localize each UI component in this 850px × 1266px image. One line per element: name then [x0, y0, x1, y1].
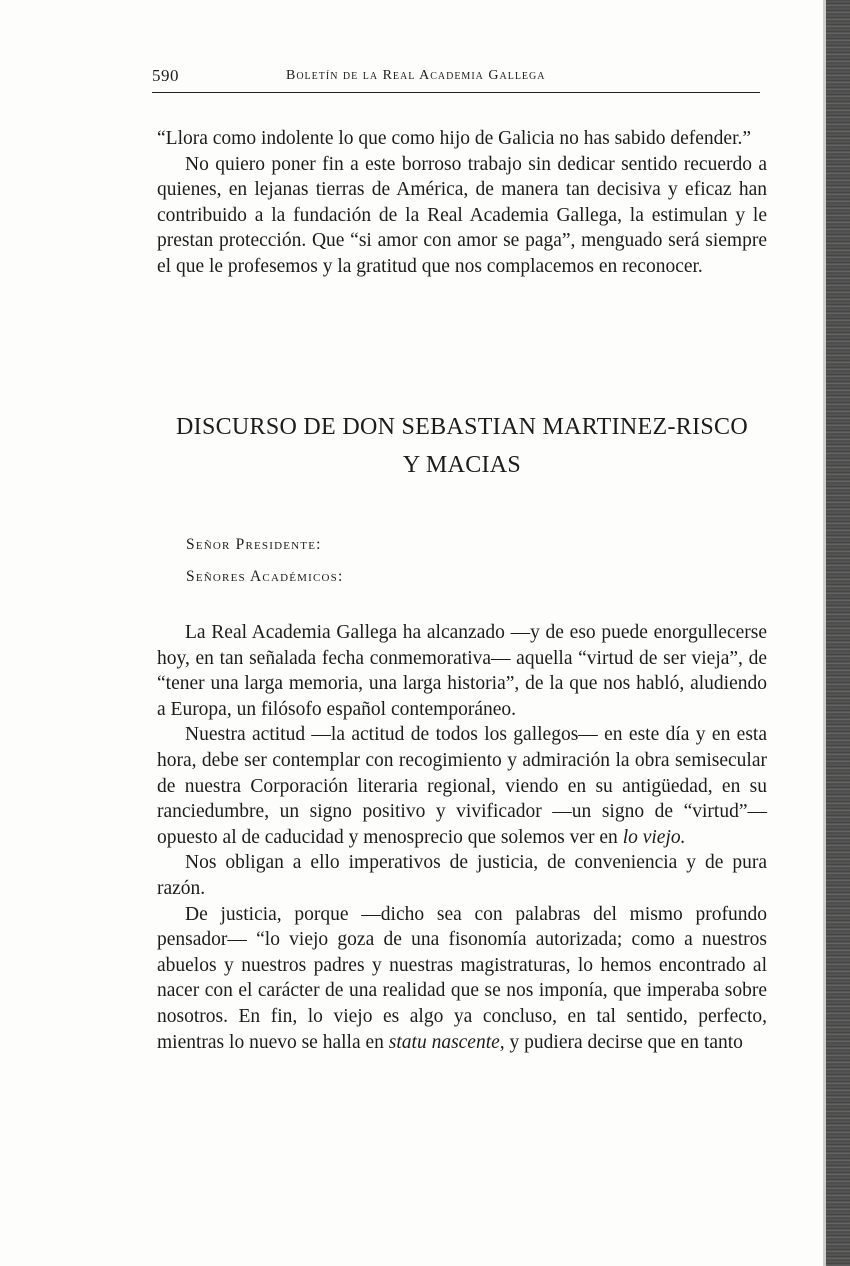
intro-text [157, 126, 767, 280]
speech-paragraph-4-text: De justicia, porque —dicho sea con palabras del mismo profundo pensador— “lo viejo goza de una fisonomía autorizada; como a nuestros abuelos y nuestros padres y nuestras magistraturas, lo hemos encontrado al nacer con el carácter de una realidad que se nos imponía, que imperaba sobre nosotros. En fin, lo viejo es algo ya concluso, en tal sentido, perfecto, mientras lo nuevo se halla en [157, 903, 767, 1053]
speech-title-line-1: DISCURSO DE DON SEBASTIAN MARTINEZ-RISCO [176, 414, 748, 440]
salutation-president: Señor Presidente: [186, 536, 322, 553]
page-number: 590 [152, 66, 179, 85]
speech-paragraph-3: Nos obligan a ello imperativos de justicia, de conveniencia y de pura razón. [157, 852, 767, 899]
speech-body [157, 620, 767, 1055]
speech-paragraph-4-tail: y pudiera decirse que en tanto [509, 1031, 743, 1053]
speech-paragraph-1: La Real Academia Gallega ha alcanzado —y de eso puede enorgullecerse hoy, en tan señalada fecha conmemorativa— aquella “virtud de ser vieja”, de “tener una larga memoria, una larga historia”, de la que nos habló, aludiendo a Europa, un filósofo español contemporáneo. [157, 622, 767, 720]
salutation-academicians: Señores Académicos: [186, 568, 344, 585]
speech-paragraph-4-italic: statu nascente, [388, 1031, 505, 1053]
running-title: Boletín de la Real Academia Gallega [286, 68, 546, 83]
speech-paragraph-2-text: Nuestra actitud —la actitud de todos los gallegos— en este día y en esta hora, debe ser contemplar con recogimiento y admiración la obra semisecular de nuestra Corporación literaria regional, viendo en su antigüedad, en su ranciedumbre, un signo positivo y vivificador —un signo de “virtud”— opuesto al de caducidad y menosprecio que solemos ver en [157, 724, 767, 848]
speech-paragraph-2 [157, 722, 767, 850]
speech-title-line-2: Y MACIAS [402, 452, 522, 478]
quote-paragraph: “Llora como indolente lo que como hijo de Galicia no has sabido defender.” [157, 128, 752, 149]
speech-paragraph-4 [157, 902, 767, 1056]
speech-paragraph-2-italic: lo viejo. [622, 826, 686, 848]
speech-title [157, 408, 767, 484]
page-header [152, 64, 760, 93]
closing-paragraph: No quiero poner fin a este borroso trabajo sin dedicar sentido recuerdo a quienes, en lejanas tierras de América, de manera tan decisiva y eficaz han contribuido a la fundación de la Real Academia Gallega, la estimulan y le prestan protección. Que “si amor con amor se paga”, menguado será siempre el que le profesemos y la gratitud que nos complacemos en reconocer. [157, 153, 767, 277]
page-binding-edge [826, 0, 850, 1266]
